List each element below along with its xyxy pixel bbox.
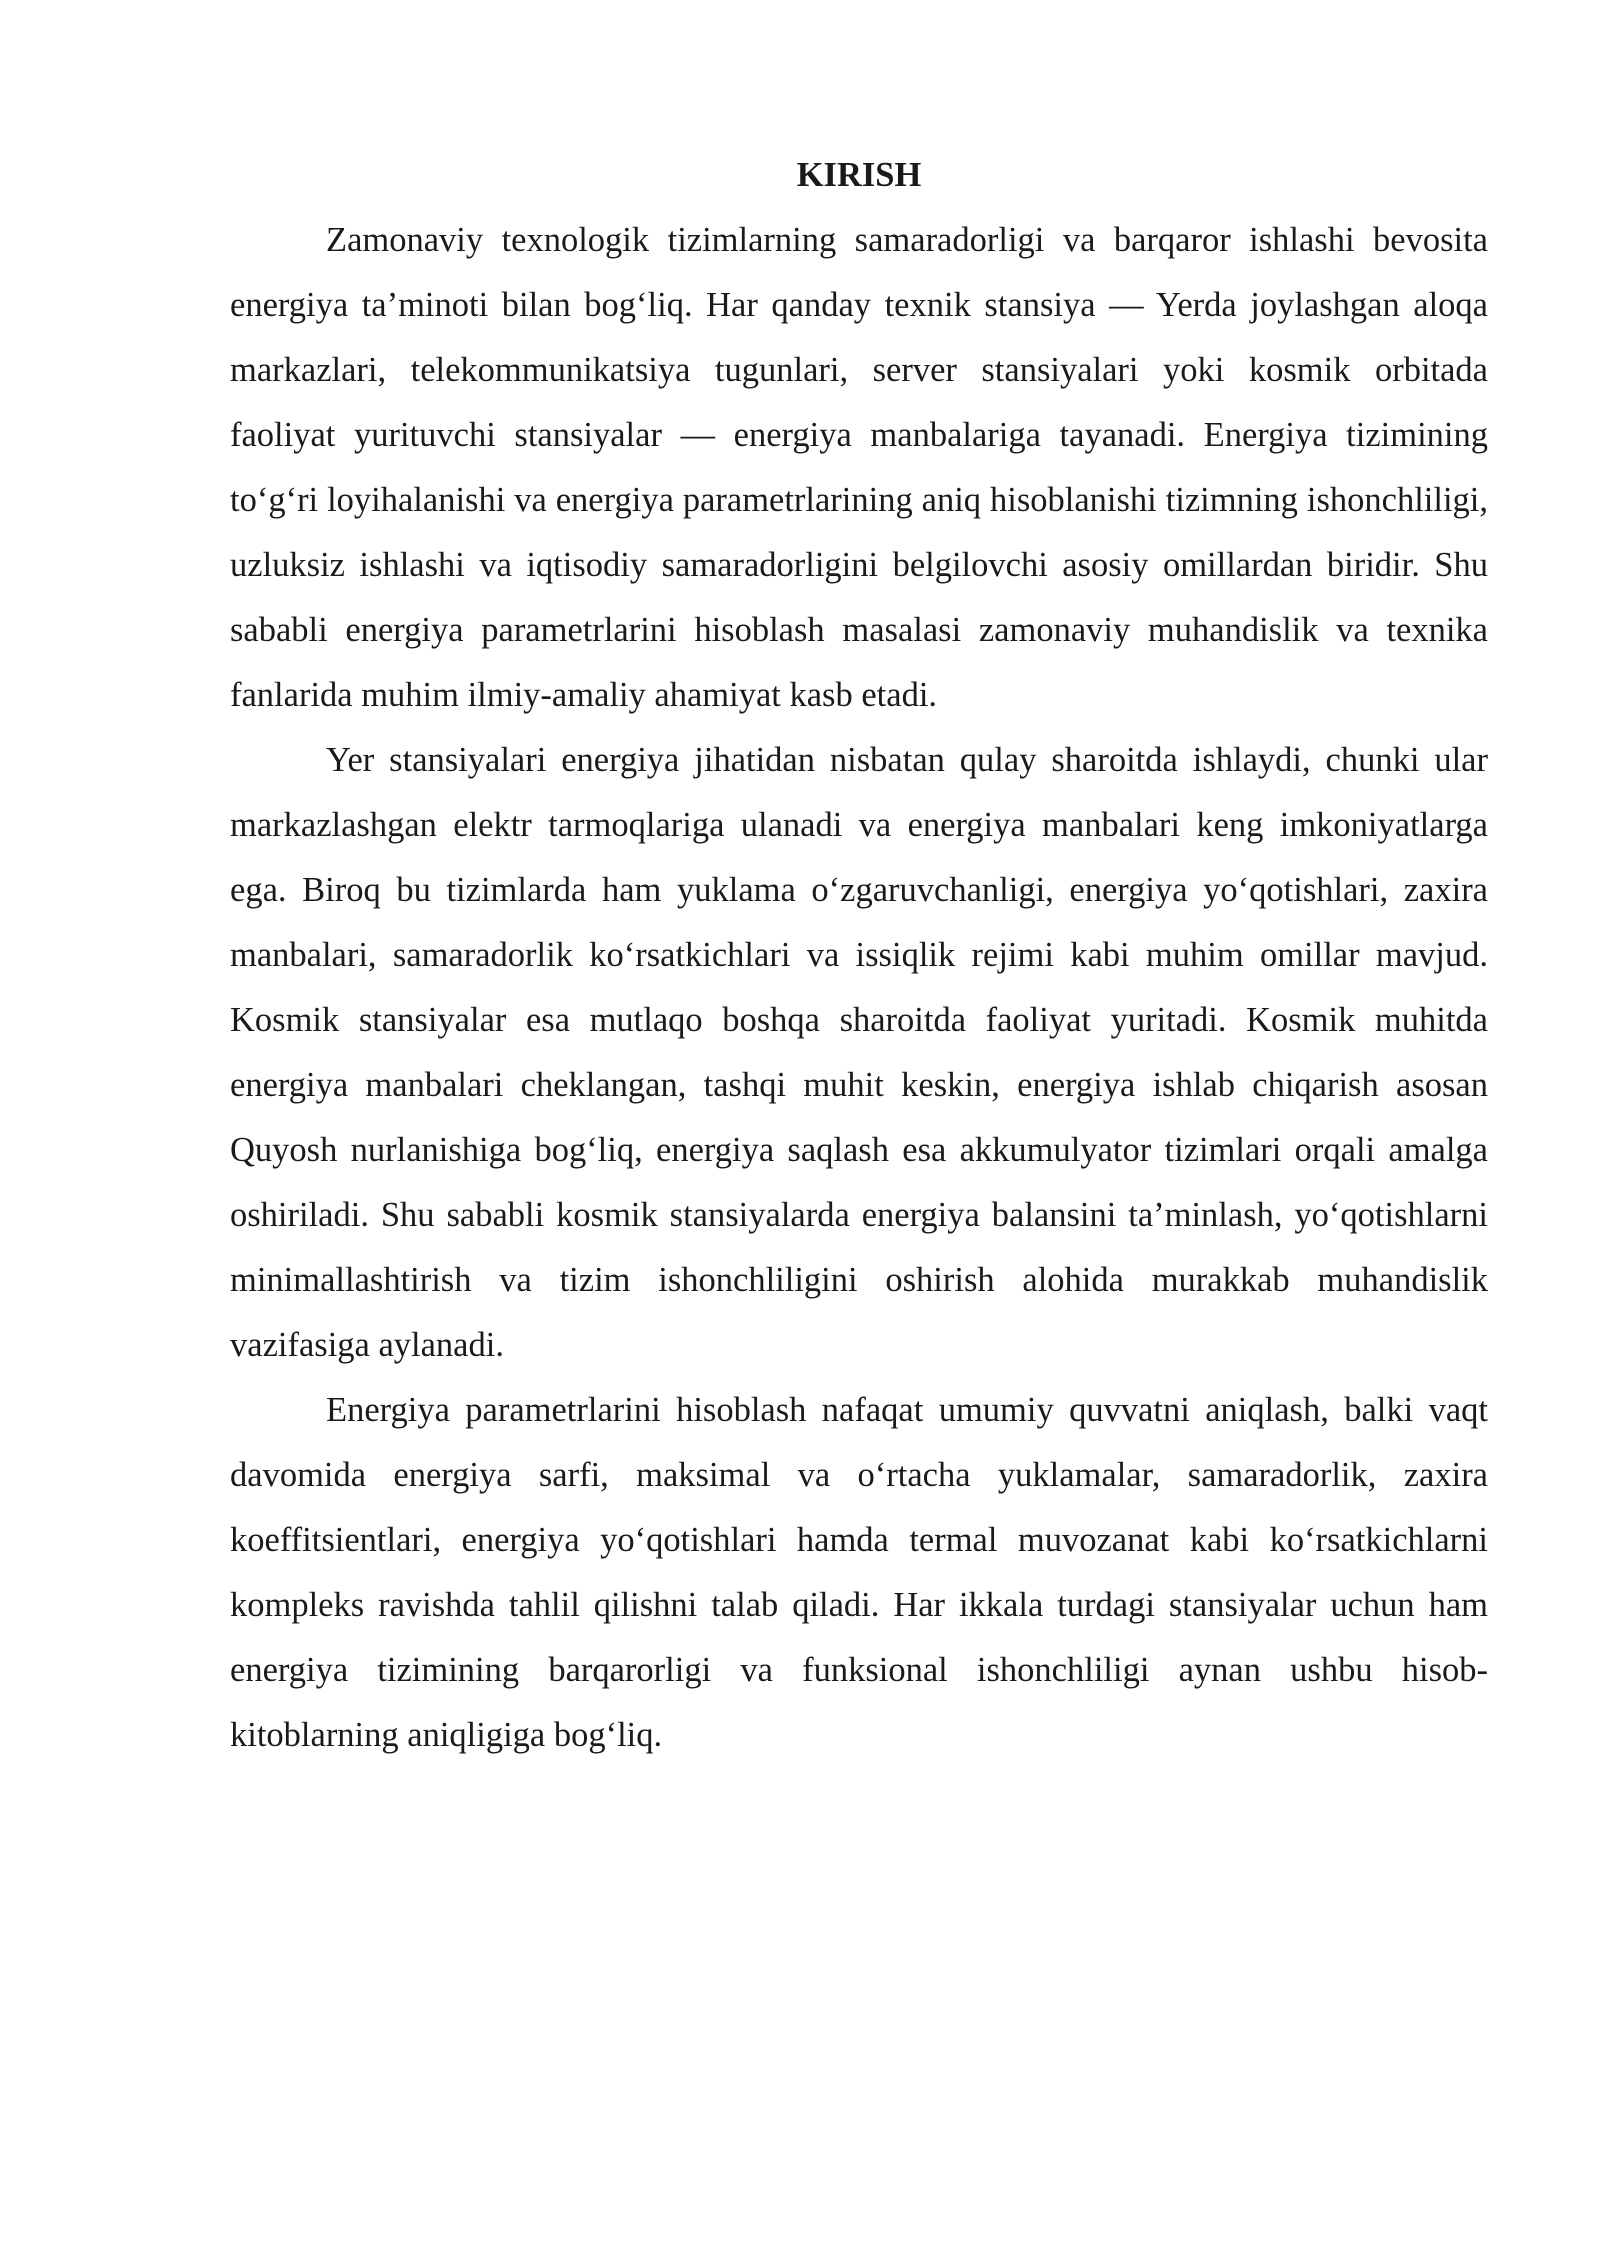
paragraph-parameters: Energiya parametrlarini hisoblash nafaqat umumiy quvvatni aniqlash, balki vaqt davomida energiya sarfi, maksimal va o‘rtacha yuklamalar, samaradorlik, zaxira koeffitsientlari, energiya yo‘qotishlari hamda termal muvozanat kabi ko‘rsatkichlarni kompleks ravishda tahlil qilishni talab qiladi. Har ikkala turdagi stansiyalar uchun ham energiya tizimining barqarorligi va funksional ishonchliligi aynan ushbu hisob-kitoblarning aniqligiga bog‘liq.: [230, 1391, 1488, 1754]
paragraph-stations: Yer stansiyalari energiya jihatidan nisbatan qulay sharoitda ishlaydi, chunki ular markazlashgan elektr tarmoqlariga ulanadi va energiya manbalari keng imkoniyatlarga ega. Biroq bu tizimlarda ham yuklama o‘zgaruvchanligi, energiya yo‘qotishlari, zaxira manbalari, samaradorlik ko‘rsatkichlari va issiqlik rejimi kabi muhim omillar mavjud. Kosmik stansiyalar esa mutlaqo boshqa sharoitda faoliyat yuritadi. Kosmik muhitda energiya manbalari cheklangan, tashqi muhit keskin, energiya ishlab chiqarish asosan Quyosh nurlanishiga bog‘liq, energiya saqlash esa akkumulyator tizimlari orqali amalga oshiriladi. Shu sababli kosmik stansiyalarda energiya balansini ta’minlash, yo‘qotishlarni minimallashtirish va tizim ishonchliligini oshirish alohida murakkab muhandislik vazifasiga aylanadi.: [230, 741, 1488, 1364]
document-body: [230, 150, 1488, 1768]
paragraph-intro: Zamonaviy texnologik tizimlarning samaradorligi va barqaror ishlashi bevosita energiya ta’minoti bilan bog‘liq. Har qanday texnik stansiya — Yerda joylashgan aloqa markazlari, telekommunikatsiya tugunlari, server stansiyalari yoki kosmik orbitada faoliyat yurituvchi stansiyalar — energiya manbalariga tayanadi. Energiya tizimining to‘g‘ri loyihalanishi va energiya parametrlarining aniq hisoblanishi tizimning ishonchliligi, uzluksiz ishlashi va iqtisodiy samaradorligini belgilovchi asosiy omillardan biridir. Shu sababli energiya parametrlarini hisoblash masalasi zamonaviy muhandislik va texnika fanlarida muhim ilmiy-amaliy ahamiyat kasb etadi.: [230, 221, 1488, 714]
section-title: KIRISH: [796, 156, 922, 194]
